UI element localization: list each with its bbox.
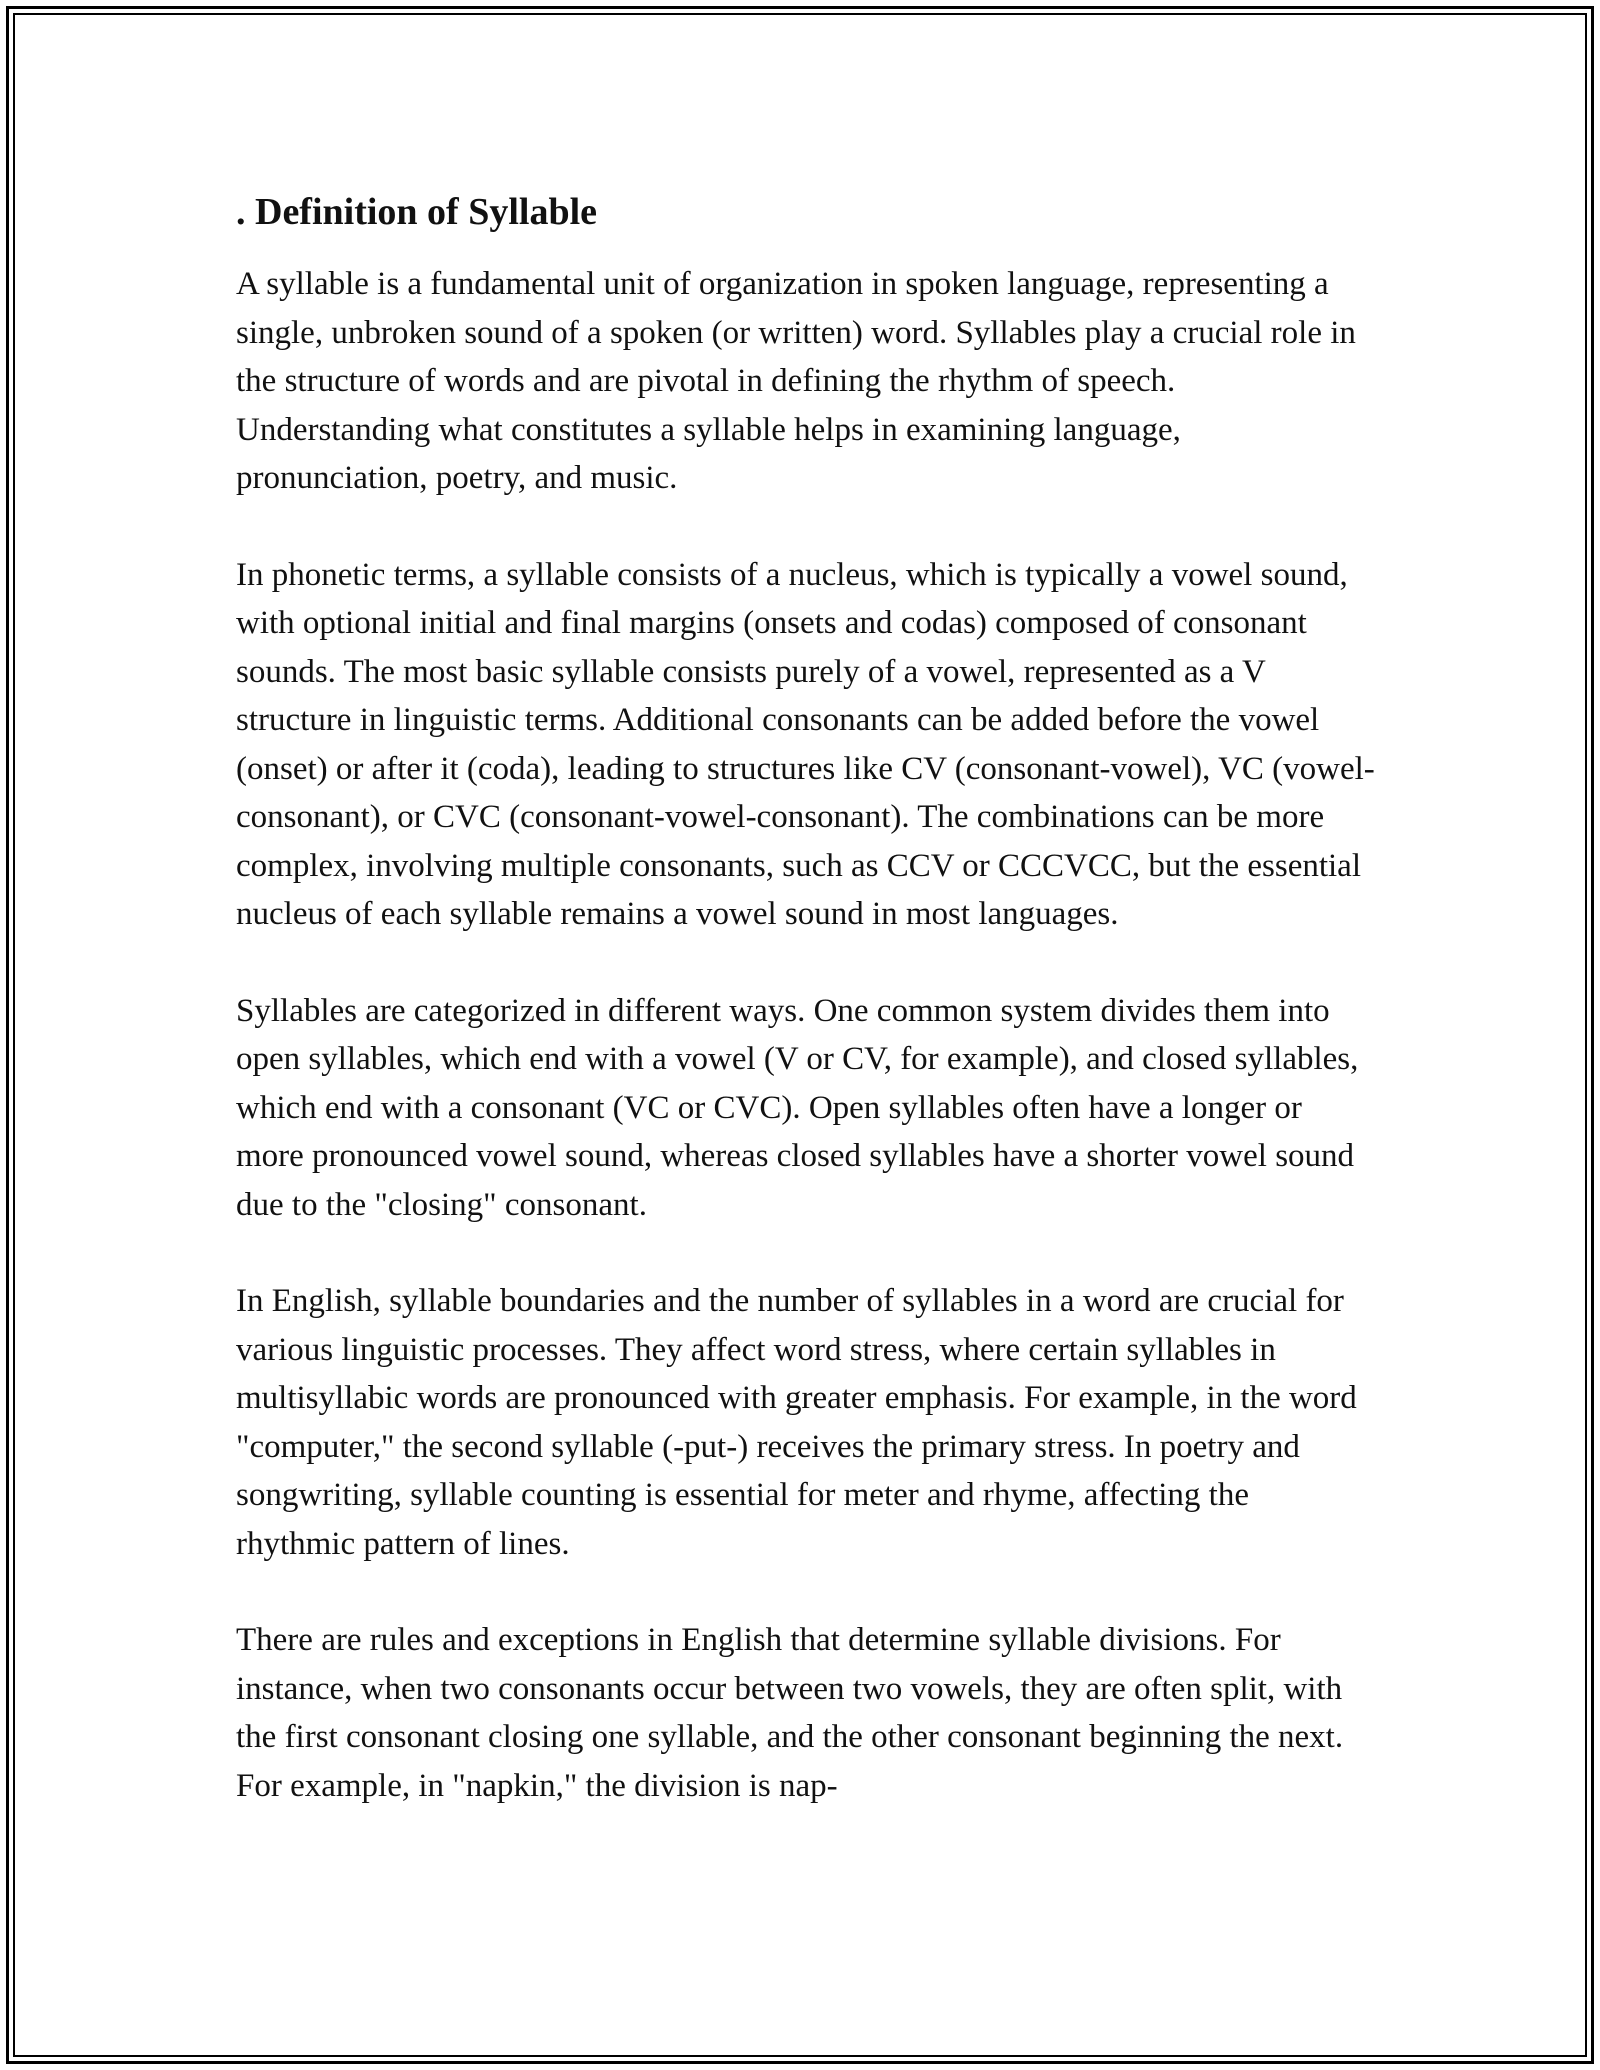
paragraph-english-syllables: In English, syllable boundaries and the number of syllables in a word are crucial for various linguistic processes. They affect word stress, where certain syllables in multisyllabic words are pronounced with greater emphasis. For example, in the word "computer," the second syllable (-put-) receives the primary stress. In poetry and songwriting, syllable counting is essential for meter and rhyme, affecting the rhythmic pattern of lines. bbox=[236, 1283, 1357, 1562]
paragraph-syllable-definition: A syllable is a fundamental unit of organization in spoken language, representing a single, unbroken sound of a spoken (or written) word. Syllables play a crucial role in the structure of words and are pivotal in defining the rhythm of speech. Understanding what constitutes a syllable helps in examining language, pronunciation, poetry, and music. bbox=[236, 266, 1356, 496]
paragraph-syllable-categories: Syllables are categorized in different ways. One common system divides them into open syllables, which end with a vowel (V or CV, for example), and closed syllables, which end with a consonant (VC or CVC). Open syllables often have a longer or more pronounced vowel sound, whereas closed syllables have a shorter vowel sound due to the "closing" consonant. bbox=[236, 992, 1359, 1223]
section-heading: . Definition of Syllable bbox=[236, 191, 598, 233]
paragraph-phonetic-structure: In phonetic terms, a syllable consists of a nucleus, which is typically a vowel sound, with optional initial and final margins (onsets and codas) composed of consonant sounds. The most basic syllable consists purely of a vowel, represented as a V structure in linguistic terms. Additional consonants can be added before the vowel (onset) or after it (coda), leading to structures like CV (consonant-vowel), VC (vowel-consonant), or CVC (consonant-vowel-consonant). The combinations can be more complex, involving multiple consonants, such as CCV or CCCVCC, but the essential nucleus of each syllable remains a vowel sound in most languages. bbox=[236, 556, 1375, 932]
document-body bbox=[236, 184, 1376, 1858]
paragraph-division-rules: There are rules and exceptions in English that determine syllable divisions. For instance, when two consonants occur between two vowels, they are often split, with the first consonant closing one syllable, and the other consonant beginning the next. For example, in "napkin," the division is nap- bbox=[236, 1622, 1344, 1804]
